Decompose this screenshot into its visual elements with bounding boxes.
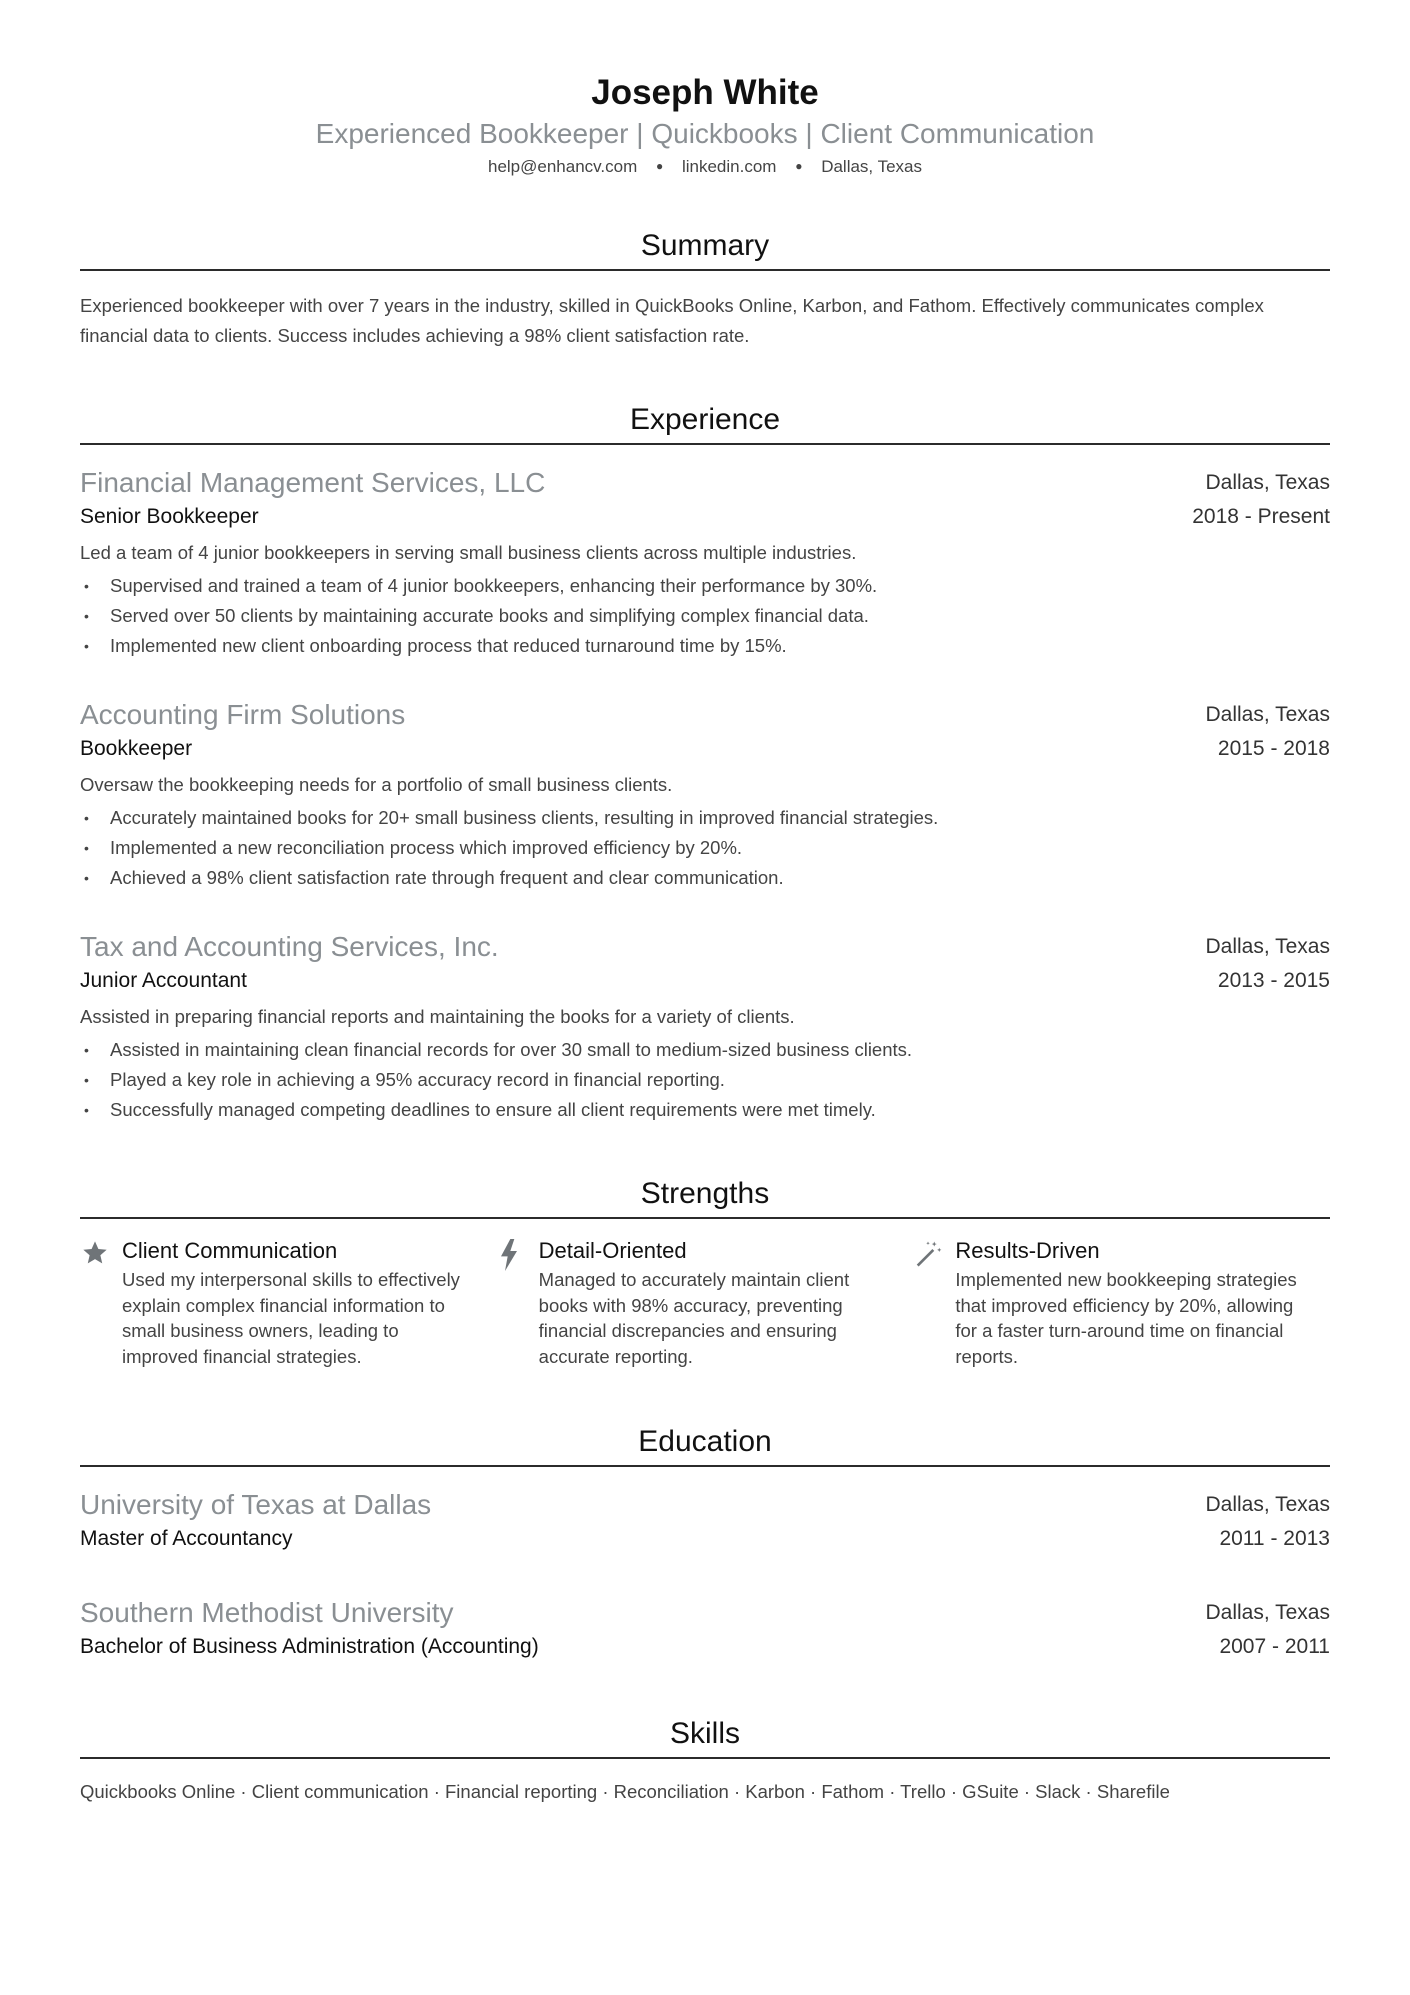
strength-title: Detail-Oriented xyxy=(538,1238,687,1263)
job-description: Assisted in preparing financial reports and maintaining the books for a variety of clients. xyxy=(80,1006,795,1027)
school-dates: 2007 - 2011 xyxy=(1219,1635,1330,1658)
section-title-strengths: Strengths xyxy=(640,1177,770,1210)
bullet-item: • Played a key role in achieving a 95% accuracy record in financial reporting. xyxy=(80,1065,1330,1095)
section-divider xyxy=(80,1465,1330,1467)
section-title-skills: Skills xyxy=(669,1717,740,1750)
bullet-item: • Assisted in maintaining clean financial records for over 30 small to medium-sized business clients. xyxy=(80,1035,1330,1065)
company-name: Tax and Accounting Services, Inc. xyxy=(80,931,499,962)
job-location: Dallas, Texas xyxy=(1205,935,1330,958)
section-title-summary: Summary xyxy=(640,229,770,262)
job-bullets xyxy=(80,1035,1330,1125)
experience-entry xyxy=(80,929,1330,1125)
strengths-section xyxy=(80,1175,1330,1369)
contact-separator: ● xyxy=(655,159,664,173)
strengths-list xyxy=(80,1235,1330,1369)
entry-meta xyxy=(1205,697,1330,765)
candidate-name: Joseph White xyxy=(591,73,819,112)
summary-section xyxy=(80,227,1330,351)
degree: Bachelor of Business Administration (Accounting) xyxy=(80,1635,539,1658)
bullet-item: • Accurately maintained books for 20+ small business clients, resulting in improved financial strategies. xyxy=(80,803,1330,833)
degree: Master of Accountancy xyxy=(80,1527,293,1550)
bullet-item: • Supervised and trained a team of 4 junior bookkeepers, enhancing their performance by 30%. xyxy=(80,571,1330,601)
entry-meta xyxy=(1192,465,1330,533)
contact-separator: ● xyxy=(795,159,803,173)
education-entry xyxy=(80,1487,1330,1555)
strength-title: Results-Driven xyxy=(955,1238,1100,1263)
school-dates: 2011 - 2013 xyxy=(1219,1527,1330,1550)
section-divider xyxy=(80,443,1330,445)
bullet-item: • Achieved a 98% client satisfaction rate through frequent and clear communication. xyxy=(80,863,1330,893)
candidate-headline: Experienced Bookkeeper | Quickbooks | Client Communication xyxy=(315,118,1095,149)
strength-item xyxy=(497,1235,914,1369)
experience-entry xyxy=(80,465,1330,661)
bullet-dot: • xyxy=(84,578,89,594)
section-divider xyxy=(80,1757,1330,1759)
strength-description: Implemented new bookkeeping strategies that improved efficiency by 20%, allowing for a faster turn-around time on financial reports. xyxy=(955,1269,1297,1367)
education-section xyxy=(80,1423,1330,1663)
entry-meta xyxy=(1205,1487,1330,1555)
bullet-item: • Implemented new client onboarding process that reduced turnaround time by 15%. xyxy=(80,631,1330,661)
school-name: University of Texas at Dallas xyxy=(80,1489,432,1520)
strength-title: Client Communication xyxy=(122,1238,338,1263)
bullet-dot: • xyxy=(84,840,89,856)
section-title-education: Education xyxy=(638,1425,772,1458)
experience-entry xyxy=(80,697,1330,893)
job-location: Dallas, Texas xyxy=(1205,703,1330,726)
magic-wand-icon xyxy=(913,1235,955,1369)
contact-linkedin[interactable]: linkedin.com xyxy=(681,157,777,176)
job-description: Oversaw the bookkeeping needs for a portfolio of small business clients. xyxy=(80,774,673,795)
job-description: Led a team of 4 junior bookkeepers in serving small business clients across multiple industries. xyxy=(80,542,857,563)
school-location: Dallas, Texas xyxy=(1205,1493,1330,1516)
job-title: Senior Bookkeeper xyxy=(80,505,259,528)
company-name: Accounting Firm Solutions xyxy=(80,699,406,730)
lightning-bolt-icon xyxy=(497,1235,539,1369)
bullet-dot: • xyxy=(84,1102,89,1118)
school-location: Dallas, Texas xyxy=(1205,1601,1330,1624)
job-dates: 2015 - 2018 xyxy=(1217,737,1330,760)
skills-list: Quickbooks Online · Client communication · Financial reporting · Reconciliation · Karbon · Fathom · Trello · GSuite · Slack · Sharefile xyxy=(80,1781,1170,1802)
job-bullets xyxy=(80,571,1330,661)
strength-description: Used my interpersonal skills to effectively explain complex financial information to small business owners, leading to improved financial strategies. xyxy=(122,1269,460,1367)
job-title: Junior Accountant xyxy=(80,969,247,992)
experience-section xyxy=(80,401,1330,1125)
job-location: Dallas, Texas xyxy=(1205,471,1330,494)
bullet-item: • Successfully managed competing deadlines to ensure all client requirements were met timely. xyxy=(80,1095,1330,1125)
contact-email[interactable]: help@enhancv.com xyxy=(488,157,638,176)
section-divider xyxy=(80,269,1330,271)
school-name: Southern Methodist University xyxy=(80,1597,454,1628)
summary-text: Experienced bookkeeper with over 7 years in the industry, skilled in QuickBooks Online, Karbon, and Fathom. Effectively communicates complex financial data to clients. Success includes achieving a 98% client satisfaction rate. xyxy=(80,295,1264,346)
entry-meta xyxy=(1205,929,1330,997)
bullet-dot: • xyxy=(84,1072,89,1088)
job-title: Bookkeeper xyxy=(80,737,193,760)
contact-location: Dallas, Texas xyxy=(821,157,922,176)
bullet-item: • Implemented a new reconciliation process which improved efficiency by 20%. xyxy=(80,833,1330,863)
education-entry xyxy=(80,1595,1330,1663)
contact-line xyxy=(80,154,1330,179)
entry-meta xyxy=(1205,1595,1330,1663)
job-dates: 2018 - Present xyxy=(1192,505,1330,528)
resume-header xyxy=(80,72,1330,179)
bullet-dot: • xyxy=(84,870,89,886)
bullet-dot: • xyxy=(84,638,89,654)
strength-description: Managed to accurately maintain client books with 98% accuracy, preventing financial discrepancies and ensuring accurate reporting. xyxy=(538,1269,850,1367)
strength-item xyxy=(913,1235,1330,1369)
job-bullets xyxy=(80,803,1330,893)
bullet-dot: • xyxy=(84,810,89,826)
job-dates: 2013 - 2015 xyxy=(1217,969,1330,992)
bullet-item: • Served over 50 clients by maintaining accurate books and simplifying complex financial data. xyxy=(80,601,1330,631)
resume-page xyxy=(80,0,1330,1807)
strength-item xyxy=(80,1235,497,1369)
section-divider xyxy=(80,1217,1330,1219)
bullet-dot: • xyxy=(84,1042,89,1058)
section-title-experience: Experience xyxy=(629,403,781,436)
bullet-dot: • xyxy=(84,608,89,624)
skills-section xyxy=(80,1715,1330,1807)
star-icon xyxy=(80,1235,122,1369)
company-name: Financial Management Services, LLC xyxy=(80,467,546,498)
